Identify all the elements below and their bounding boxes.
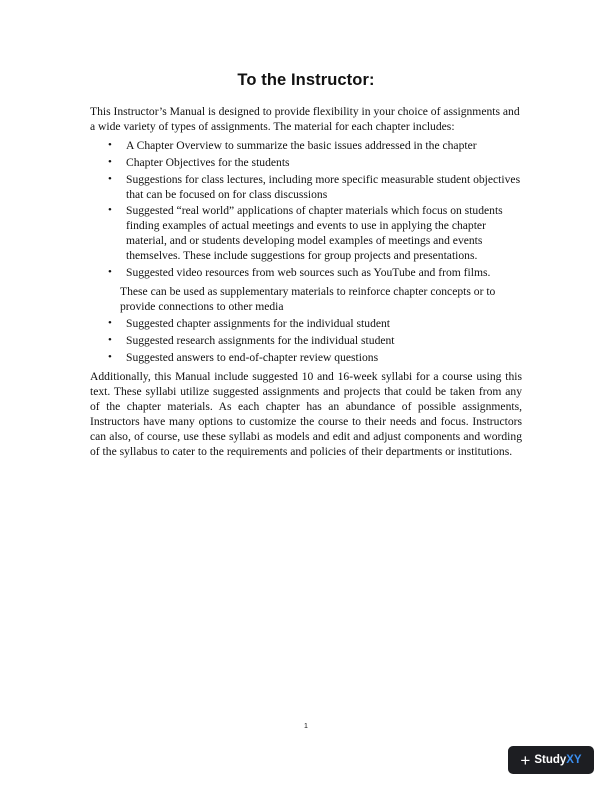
- list-item-text: Chapter Objectives for the students: [126, 155, 290, 169]
- video-continuation-text: These can be used as supplementary materials to reinforce chapter concepts or to provide connections to other media: [120, 285, 496, 314]
- list-item: [90, 316, 522, 331]
- studyxy-badge[interactable]: [508, 746, 594, 774]
- chapter-materials-list: [90, 138, 522, 280]
- list-item: [90, 155, 522, 170]
- intro-paragraph: This Instructor’s Manual is designed to provide flexibility in your choice of assignments and a wide variety of types of assignments. The material for each chapter includes:: [90, 105, 520, 133]
- list-item: [90, 203, 522, 263]
- list-item: [90, 333, 522, 348]
- page-number: 1: [304, 723, 308, 730]
- list-item-text: Suggested answers to end-of-chapter review questions: [126, 350, 379, 364]
- bullet-icon: •: [108, 350, 112, 363]
- list-item: [90, 172, 522, 202]
- bullet-icon: •: [108, 266, 112, 279]
- brand-name: Study: [534, 754, 567, 766]
- list-item-text: A Chapter Overview to summarize the basic issues addressed in the chapter: [126, 139, 477, 152]
- closing-paragraph: Additionally, this Manual include suggested 10 and 16-week syllabi for a course using this text. These syllabi utilize suggested assignments and projects that could be taken from any of the chapter materials. As each chapter has an abundance of possible assignments, Instructors have many options to customize the course to their needs and focus. Instructors can also, of course, use these syllabi as models and edit and adjust components and wording of the syllabus to cater to the requirements and policies of their departments or institutions.: [90, 369, 522, 458]
- bullet-icon: •: [108, 172, 112, 185]
- list-item-text: Suggested research assignments for the individual student: [126, 333, 395, 347]
- list-item-text: Suggestions for class lectures, including more specific measurable student objectives that can be focused on for class discussions: [126, 172, 521, 201]
- page-title: To the Instructor:: [237, 71, 375, 89]
- bullet-icon: •: [108, 333, 112, 346]
- bullet-icon: •: [108, 204, 112, 217]
- bullet-icon: •: [108, 316, 112, 329]
- plus-icon: +: [520, 750, 531, 770]
- bullet-icon: •: [108, 155, 112, 168]
- bullet-icon: •: [108, 139, 112, 151]
- list-item-text: Suggested video resources from web sources such as YouTube and from films.: [126, 266, 491, 280]
- list-item: [90, 350, 522, 365]
- assignments-list: [90, 316, 522, 365]
- list-item-text: Suggested chapter assignments for the individual student: [126, 316, 391, 330]
- list-item: [90, 265, 522, 280]
- list-item: [90, 138, 522, 153]
- list-item-text: Suggested “real world” applications of chapter materials which focus on students finding examples of actual meetings and events to use in applying the chapter material, and or students developing model examples of meetings and events themselves. These include suggestions for group projects and presentations.: [126, 204, 503, 263]
- brand-accent: XY: [566, 754, 582, 766]
- page-content: [90, 104, 522, 459]
